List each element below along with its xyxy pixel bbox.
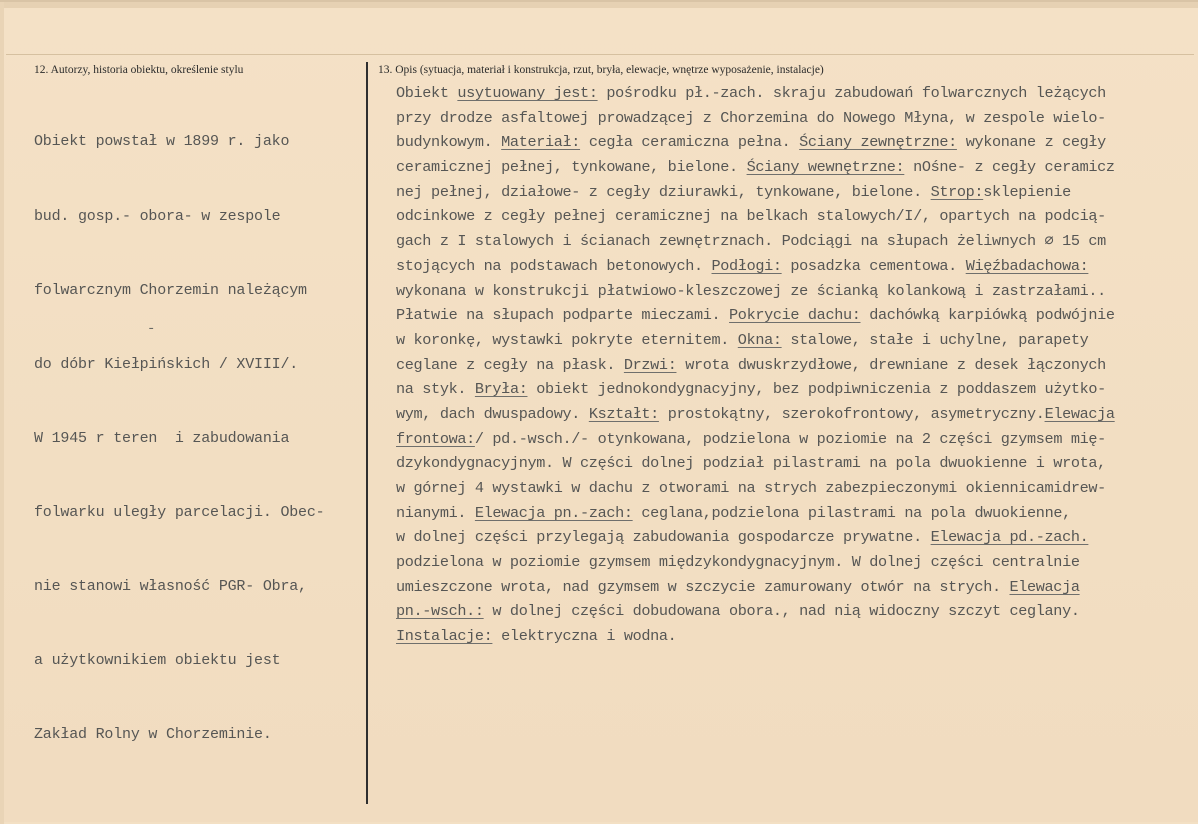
field-text: wykonana w konstrukcji płatwiowo-kleszczowej ze ścianką kolankową i zastrzałami.. — [396, 281, 1106, 300]
section-13-line — [396, 106, 1115, 131]
section-13-line — [396, 229, 1115, 254]
field-text: wym, dach dwuspadowy. — [396, 404, 589, 423]
field-label: Więźbadachowa: — [965, 256, 1089, 275]
field-label: Drzwi: — [623, 355, 677, 374]
field-text: elektryczna i wodna. — [492, 627, 677, 646]
field-text: w dolnej części dobudowana obora., nad nią widoczny szczyt ceglany. — [483, 602, 1080, 621]
section-12-line: Zakład Rolny w Chorzeminie. — [34, 726, 272, 744]
section-12-line: bud. gosp.- obora- w zespole — [34, 207, 281, 225]
section-13-line — [396, 180, 1115, 205]
field-text: w dolnej części przylegają zabudowania gospodarcze prywatne. — [396, 528, 931, 547]
section-13-heading: 13. Opis (sytuacja, materiał i konstrukcja, rzut, bryła, elewacje, wnętrze wyposażenie, instalacje) — [378, 64, 824, 76]
field-text: nianymi. — [396, 503, 475, 522]
section-13-line — [396, 624, 1115, 649]
section-13-line — [396, 599, 1115, 624]
field-label: Ściany zewnętrzne: — [799, 133, 957, 152]
section-13-line — [396, 303, 1115, 328]
horizontal-rule — [6, 54, 1194, 55]
field-text: podzielona w poziomie gzymsem międzykondygnacyjnym. W dolnej części centralnie — [396, 553, 1080, 572]
section-13-line — [396, 155, 1115, 180]
section-13-line — [396, 402, 1115, 427]
field-text: stalowe, stałe i uchylne, parapety — [781, 330, 1089, 349]
section-12-line: W 1945 r teren i zabudowania — [34, 429, 290, 447]
field-text: wrota dwuskrzydłowe, drewniane z desek łączonych — [676, 355, 1106, 374]
field-text: na styk. — [396, 380, 475, 399]
field-label: Pokrycie dachu: — [729, 306, 861, 325]
card-left-edge — [0, 2, 4, 824]
field-label: pn.-wsch.: — [396, 602, 484, 621]
section-12-line: nie stanowi własność PGR- Obra, — [34, 577, 307, 595]
field-label: Materiał: — [501, 133, 581, 152]
field-text: odcinkowe z cegły pełnej ceramicznej na belkach stalowych/I/, opartych na podcią- — [396, 207, 1106, 226]
field-text: / pd.-wsch./- otynkowana, podzielona w poziomie na 2 części gzymsem mię- — [474, 429, 1106, 448]
section-13-line — [396, 204, 1115, 229]
field-text: ceglane z cegły na płask. — [396, 355, 624, 374]
field-text: dzykondygnacyjnym. W części dolnej podział pilastrami na pola dwuokienne i wrota, — [396, 454, 1106, 473]
field-text: sklepienie — [983, 182, 1071, 201]
section-13-line — [396, 377, 1115, 402]
section-12-line: a użytkownikiem obiektu jest — [34, 652, 281, 670]
field-text: wykonane z cegły — [956, 133, 1106, 152]
field-label: Bryła: — [474, 380, 528, 399]
section-13-line — [396, 501, 1115, 526]
field-text: posadzka cementowa. — [781, 256, 966, 275]
section-13-line — [396, 279, 1115, 304]
field-text: prostokątny, szerokofrontowy, asymetryczny. — [658, 404, 1045, 423]
field-label: usytuowany jest: — [457, 84, 598, 102]
field-label: Podłogi: — [711, 256, 782, 275]
field-label: Elewacja pn.-zach: — [474, 503, 633, 522]
section-13-line — [396, 525, 1115, 550]
field-text: budynkowym. — [396, 133, 502, 152]
field-label: Strop: — [930, 182, 984, 201]
stray-mark: - — [147, 321, 156, 337]
field-text: ceramicznej pełnej, tynkowane, bielone. — [396, 158, 747, 177]
field-text: pośrodku pł.-zach. skraju zabudowań folwarcznych leżących — [597, 84, 1106, 102]
card-top-edge — [0, 2, 1198, 8]
field-text: nej pełnej, działowe- z cegły dziurawki, tynkowane, bielone. — [396, 182, 931, 201]
section-12-line: do dóbr Kiełpińskich / XVIII/. — [34, 355, 299, 373]
field-text: umieszczone wrota, nad gzymsem w szczycie zamurowany otwór na strych. — [396, 577, 1010, 596]
field-text: stojących na podstawach betonowych. — [396, 256, 712, 275]
field-text: Płatwie na słupach podparte mieczami. — [396, 306, 730, 325]
field-label: frontowa: — [396, 429, 475, 448]
section-13-line — [396, 550, 1115, 575]
field-text: gach z I stalowych i ścianach zewnętrznach. Podciągi na słupach żeliwnych ∅ 15 cm — [396, 232, 1106, 251]
column-divider — [366, 62, 368, 804]
field-label: Okna: — [737, 330, 782, 349]
field-text: w górnej 4 wystawki w dachu z otworami na strych zabezpieczonymi okiennicamidrew- — [396, 479, 1106, 497]
section-13-text — [396, 81, 1115, 649]
section-13-line — [396, 353, 1115, 378]
field-text: nOśne- z cegły ceramicz — [904, 158, 1115, 177]
section-13-line — [396, 328, 1115, 353]
section-12-line: Obiekt powstał w 1899 r. jako — [34, 133, 290, 151]
section-13-line — [396, 254, 1115, 279]
field-label: Kształt: — [588, 404, 659, 423]
field-text: przy drodze asfaltowej prowadzącej z Chorzemina do Nowego Młyna, w zespole wielo- — [396, 108, 1106, 127]
field-text: obiekt jednokondygnacyjny, bez podpiwniczenia z poddaszem użytko- — [527, 380, 1106, 399]
field-text: ceglana,podzielona pilastrami na pola dwuokienne, — [632, 503, 1071, 522]
section-12-text — [34, 81, 324, 797]
section-13-line — [396, 476, 1115, 501]
field-label: Elewacja — [1009, 577, 1080, 596]
section-12-line: folwarku uległy parcelacji. Obec- — [34, 503, 325, 521]
field-text: cegła ceramiczna pełna. — [580, 133, 800, 152]
section-13-line — [396, 81, 1115, 106]
section-13-line — [396, 451, 1115, 476]
section-13-line — [396, 575, 1115, 600]
section-13-line — [396, 427, 1115, 452]
field-text: Obiekt — [396, 84, 458, 102]
field-label: Instalacje: — [396, 627, 493, 646]
field-label: Elewacja pd.-zach. — [930, 528, 1089, 547]
field-label: Ściany wewnętrzne: — [746, 158, 905, 177]
field-text: dachówką karpiówką podwójnie — [860, 306, 1115, 325]
field-text: w koronkę, wystawki pokryte eternitem. — [396, 330, 738, 349]
section-13-line — [396, 130, 1115, 155]
field-label: Elewacja — [1044, 404, 1115, 423]
section-12-line: folwarcznym Chorzemin należącym — [34, 281, 307, 299]
section-12-heading: 12. Autorzy, historia obiektu, określenie stylu — [34, 64, 244, 76]
